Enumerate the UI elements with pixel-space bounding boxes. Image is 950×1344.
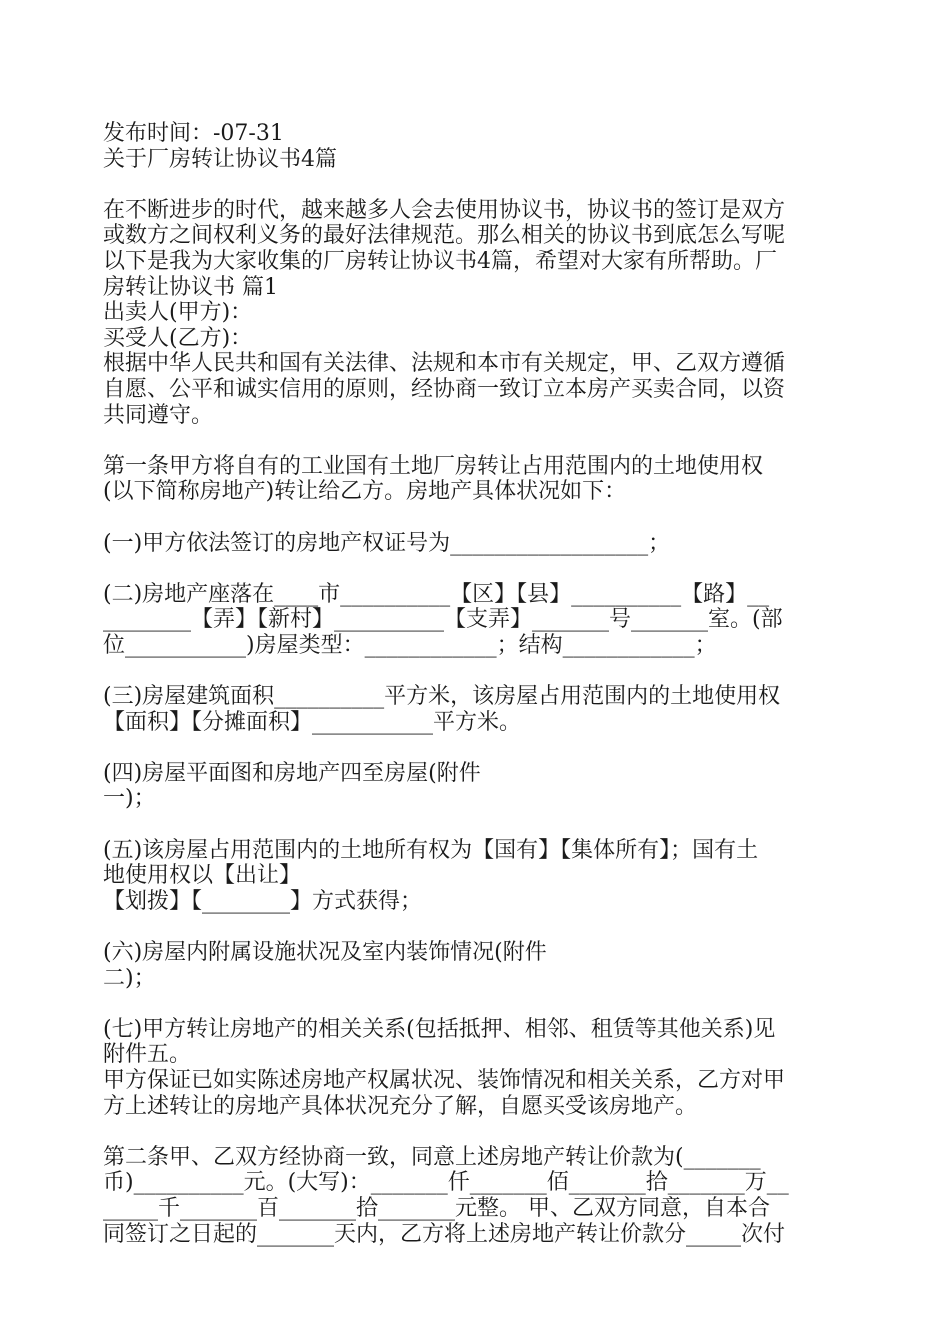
preamble-line: 根据中华人民共和国有关法律、法规和本市有关规定，甲、乙双方遵循 [103, 351, 786, 377]
blank-line [103, 735, 853, 761]
clause-3-line: (三)房屋建筑面积__________平方米，该房屋占用范围内的土地使用权 [103, 684, 781, 710]
blank-line [103, 658, 853, 684]
guarantee-line: 方上述转让的房地产具体状况充分了解，自愿买受该房地产。 [103, 1093, 698, 1119]
preamble-line: 自愿、公平和诚实信用的原则，经协商一致订立本房产买卖合同，以资 [103, 376, 786, 402]
blank-line [103, 812, 853, 838]
clause-2-line: ________【弄】【新村】__________【支弄】_______号_______室。(部 [103, 607, 783, 633]
clause-2-line: (二)房地产座落在____市__________【区】【县】__________【路】__ [103, 581, 770, 607]
blank-line [103, 505, 853, 531]
article-2-line: 币)__________元。(大写)：_______仟_______佰_______拾_______万__ [103, 1170, 789, 1196]
clause-4-line: (四)房屋平面图和房地产四至房屋(附件 [103, 760, 481, 786]
clause-5-line: 【划拨】【________】方式获得； [103, 888, 423, 914]
clause-7-line: 附件五。 [103, 1042, 192, 1068]
intro-line: 以下是我为大家收集的厂房转让协议书4篇，希望对大家有所帮助。厂 [103, 248, 777, 274]
blank-line [103, 556, 853, 582]
document-title: 关于厂房转让协议书4篇 [103, 146, 337, 172]
blank-line [103, 991, 853, 1017]
clause-2-line: 位___________)房屋类型：____________；结构____________； [103, 632, 717, 658]
clause-6-line: 二)； [103, 965, 156, 991]
publish-date: 发布时间：-07-31 [103, 121, 284, 146]
clause-3-line: 【面积】【分摊面积】___________平方米。 [103, 709, 522, 735]
clause-6-line: (六)房屋内附属设施状况及室内装饰情况(附件 [103, 940, 547, 965]
intro-line: 在不断进步的时代，越来越多人会去使用协议书，协议书的签订是双方 [103, 197, 786, 223]
blank-line [103, 914, 853, 940]
clause-4-line: 一)； [103, 786, 156, 812]
document-page [103, 121, 853, 1247]
clause-1: (一)甲方依法签订的房地产权证号为__________________； [103, 530, 671, 556]
blank-line [103, 1119, 853, 1145]
article-2-line: 第二条甲、乙双方经协商一致，同意上述房地产转让价款为(_______ [103, 1144, 761, 1170]
guarantee-line: 甲方保证已如实陈述房地产权属状况、装饰情况和相关关系，乙方对甲 [103, 1067, 786, 1093]
blank-line [103, 172, 853, 198]
preamble-line: 共同遵守。 [103, 402, 214, 428]
blank-line [103, 428, 853, 454]
clause-5-line: (五)该房屋占用范围内的土地所有权为【国有】【集体所有】；国有土 [103, 837, 759, 863]
clause-7-line: (七)甲方转让房地产的相关关系(包括抵押、相邻、租赁等其他关系)见 [103, 1016, 776, 1042]
clause-5-line: 地使用权以【出让】 [103, 863, 302, 889]
article-2-line: _____千_______百_______拾_______元整。 甲、乙双方同意，自本合 [103, 1195, 770, 1221]
article-2-line: 同签订之日起的_______天内，乙方将上述房地产转让价款分_____次付 [103, 1221, 786, 1247]
seller-label: 出卖人(甲方)： [103, 300, 253, 326]
buyer-label: 买受人(乙方)： [103, 325, 253, 351]
intro-line: 或数方之间权利义务的最好法律规范。那么相关的协议书到底怎么写呢 [103, 223, 786, 249]
section-heading: 房转让协议书 篇1 [103, 274, 278, 300]
article-1-line: (以下简称房地产)转让给乙方。房地产具体状况如下： [103, 479, 627, 505]
article-1-line: 第一条甲方将自有的工业国有土地厂房转让占用范围内的土地使用权 [103, 453, 764, 479]
